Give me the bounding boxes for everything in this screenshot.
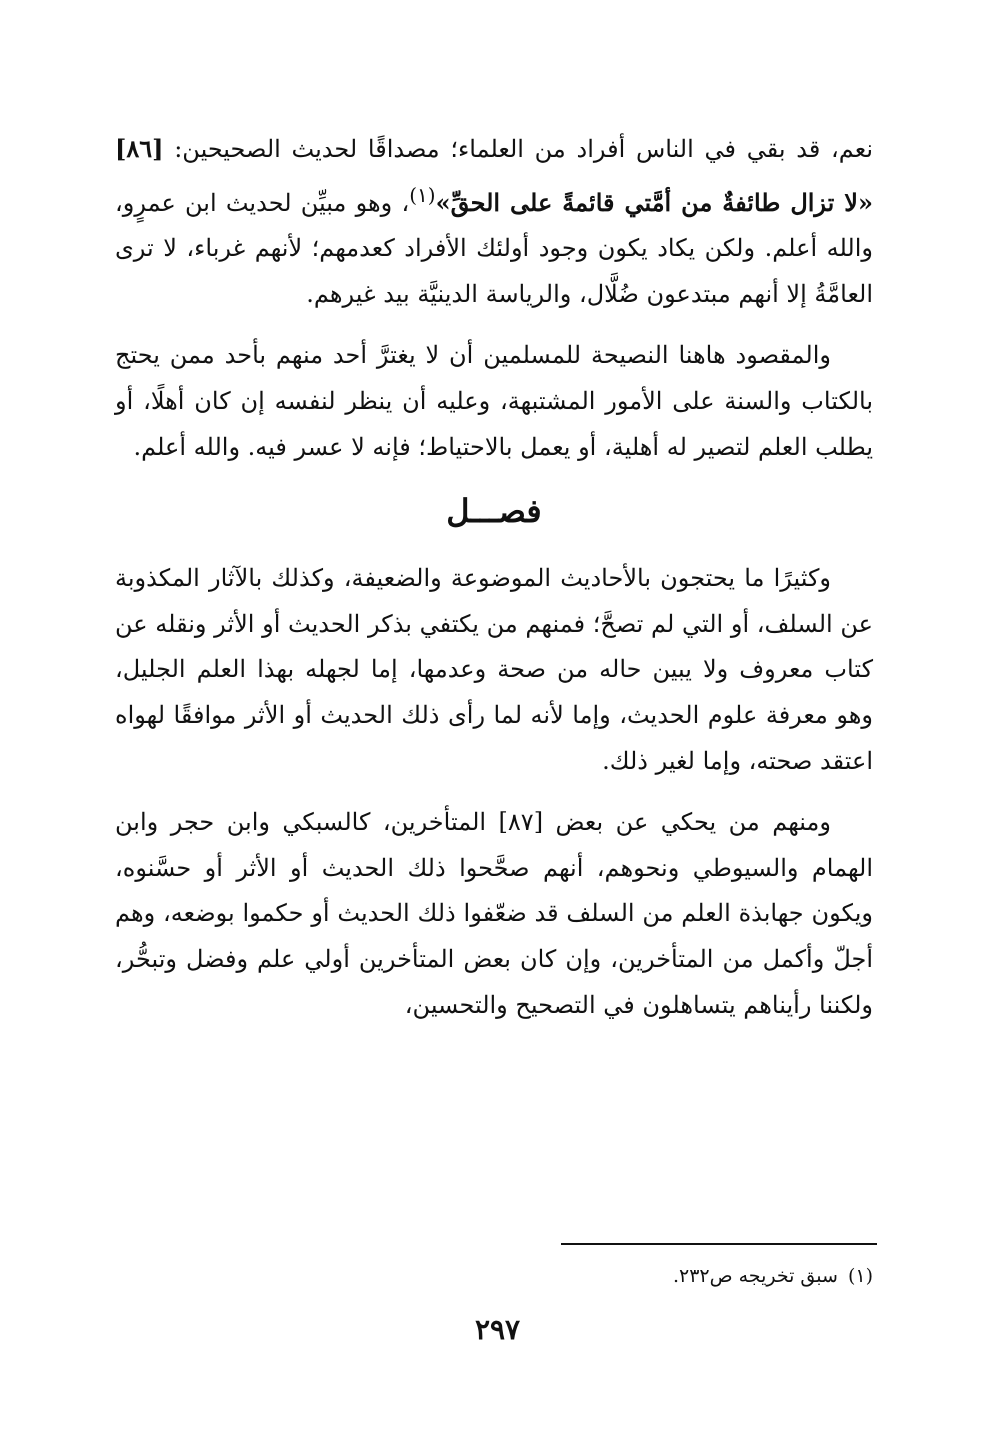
main-text (115, 126, 873, 1028)
paragraph-3: وكثيرًا ما يحتجون بالأحاديث الموضوعة والضعيفة، وكذلك بالآثار المكذوبة عن السلف، أو التي لم تصحَّ؛ فمنهم من يكتفي بذكر الحديث أو الأثر ونقله عن كتاب معروف ولا يبين حاله من صحة وعدمها، إما لجهله بهذا العلم الجليل، وهو معرفة علوم الحديث، وإما لأنه لما رأى ذلك الحديث أو الأثر موافقًا لهواه اعتقد صحته، وإما لغير ذلك. (115, 564, 873, 775)
page-number: ٢٩٧ (474, 1313, 521, 1346)
paragraph-2: والمقصود هاهنا النصيحة للمسلمين أن لا يغترَّ أحد منهم بأحد ممن يحتج بالكتاب والسنة على الأمور المشتبهة، وعليه أن ينظر لنفسه إن كان أهلًا، أو يطلب العلم لتصير له أهلية، أو يعمل بالاحتياط؛ فإنه لا عسر فيه. والله أعلم. (115, 341, 873, 461)
footnote (173, 1262, 873, 1290)
footnote-reference: (١) (409, 182, 436, 207)
footnote-text: سبق تخريجه ص٢٣٢. (672, 1265, 838, 1287)
footnote-marker: (١) (847, 1265, 873, 1287)
paragraph-1-rest: ، وهو مبيِّن لحديث ابن عمرٍو، والله أعلم. ولكن يكاد يكون وجود أولئك الأفراد كعدمهم؛ لأنهم غرباء، لا ترى العامَّةُ إلا أنهم مبتدعون ضُلَّال، والرياسة الدينيَّة بيد غيرهم. (115, 188, 873, 308)
reference-marker: [٨٦] (115, 134, 164, 163)
hadith-quote: «لا تزال طائفةٌ من أمَّتي قائمةً على الحقِّ» (435, 187, 873, 217)
section-heading: فصـــل (446, 492, 542, 531)
paragraph-1-intro: نعم، قد بقي في الناس أفراد من العلماء؛ مصداقًا لحديث الصحيحين: (174, 135, 873, 163)
paragraph-1 (115, 126, 873, 317)
footnote-divider (561, 1243, 877, 1245)
paragraph-4: ومنهم من يحكي عن بعض [٨٧] المتأخرين، كالسبكي وابن حجر وابن الهمام والسيوطي ونحوهم، أنهم صحَّحوا ذلك الحديث أو الأثر أو حسَّنوه، ويكون جهابذة العلم من السلف قد ضعّفوا ذلك الحديث أو حكموا بوضعه، وهم أجلّ وأكمل من المتأخرين، وإن كان بعض المتأخرين أولي علم وفضل وتبحُّر، ولكننا رأيناهم يتساهلون في التصحيح والتحسين، (115, 808, 873, 1019)
